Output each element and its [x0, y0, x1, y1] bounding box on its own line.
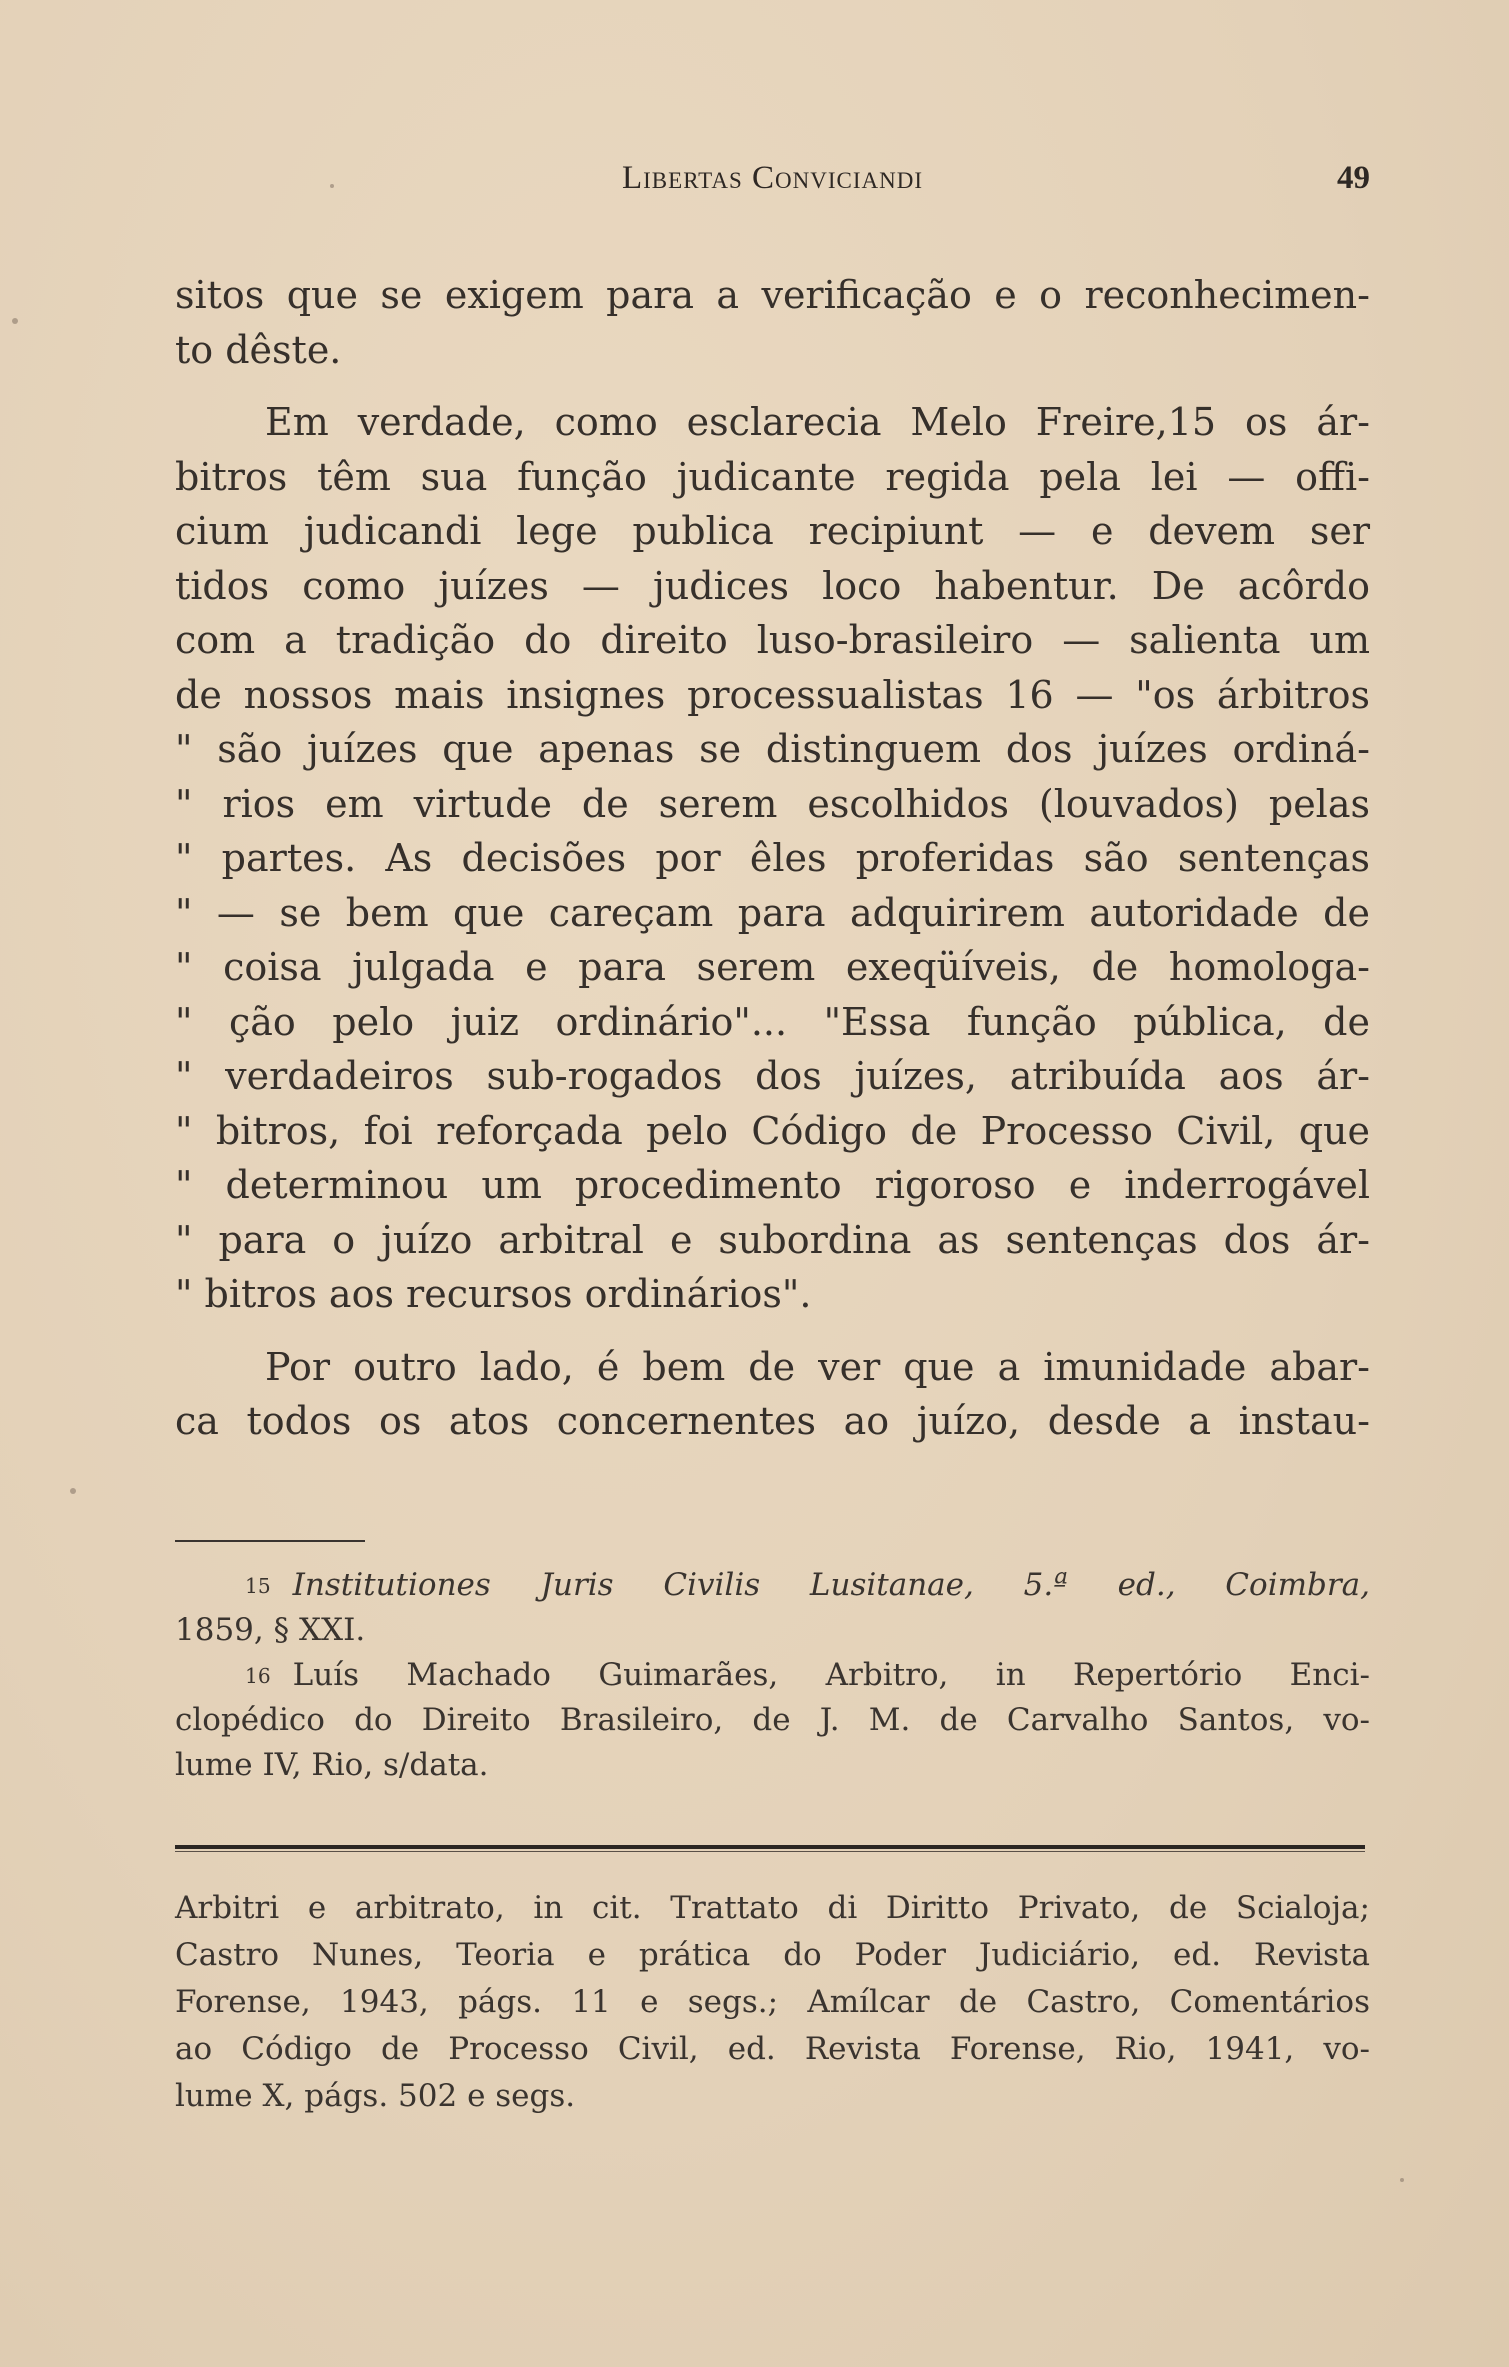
- appended-references: [175, 1885, 1370, 2120]
- footnote-separator: [175, 1540, 365, 1542]
- page-number: 49: [1337, 160, 1370, 196]
- text-line: " são juízes que apenas se distinguem dos juízes ordiná-: [175, 727, 1370, 771]
- footnote-15: [175, 1563, 1370, 1608]
- paper-speck: [330, 184, 334, 188]
- reference-line: Forense, 1943, págs. 11 e segs.; Amílcar de Castro, Comentários: [175, 1984, 1370, 2020]
- text-line: " determinou um procedimento rigoroso e inderrogável: [175, 1163, 1370, 1207]
- footnote-16-cont: lume IV, Rio, s/data.: [175, 1747, 489, 1783]
- text-line: " verdadeiros sub-rogados dos juízes, atribuída aos ár-: [175, 1054, 1370, 1098]
- text-line: " partes. As decisões por êles proferidas são sentenças: [175, 836, 1370, 880]
- text-line: cium judicandi lege publica recipiunt — e devem ser: [175, 509, 1370, 553]
- running-head: [175, 160, 1370, 210]
- footnotes: [175, 1563, 1370, 1788]
- text-line: " ção pelo juiz ordinário"... "Essa função pública, de: [175, 999, 1370, 1044]
- main-text: [175, 268, 1370, 1449]
- text-line: ca todos os atos concernentes ao juízo, desde a instau-: [175, 1399, 1370, 1443]
- reference-line: ao Código de Processo Civil, ed. Revista Forense, Rio, 1941, vo-: [175, 2031, 1370, 2067]
- text-line: to dêste.: [175, 327, 342, 372]
- footnote-15-text: Institutiones Juris Civilis Lusitanae, 5.ª ed., Coimbra,: [292, 1567, 1370, 1603]
- footnote-16-marker: 16: [245, 1664, 271, 1688]
- paper-speck: [70, 1488, 76, 1494]
- reference-line: Arbitri e arbitrato, in cit. Trattato di Diritto Privato, de Scialoja;: [175, 1890, 1370, 1926]
- text-line: " — se bem que careçam para adquirirem autoridade de: [175, 890, 1370, 935]
- footnote-16-cont: clopédico do Direito Brasileiro, de J. M. de Carvalho Santos, vo-: [175, 1702, 1370, 1738]
- text-line: Por outro lado, é bem de ver que a imunidade abar-: [265, 1344, 1370, 1389]
- text-line: " para o juízo arbitral e subordina as sentenças dos ár-: [175, 1217, 1370, 1262]
- text-line: com a tradição do direito luso-brasileiro — salienta um: [175, 618, 1370, 662]
- footnote-15-cont: 1859, § XXI.: [175, 1612, 366, 1648]
- text-line: tidos como juízes — judices loco habentur. De acôrdo: [175, 563, 1370, 608]
- reference-line: lume X, págs. 502 e segs.: [175, 2078, 576, 2114]
- text-line: " bitros aos recursos ordinários".: [175, 1272, 812, 1316]
- running-title: Libertas Conviciandi: [621, 160, 923, 196]
- text-line: " rios em virtude de serem escolhidos (louvados) pelas: [175, 781, 1370, 826]
- text-line: de nossos mais insignes processualistas 16 — "os árbitros: [175, 672, 1370, 717]
- reference-line: Castro Nunes, Teoria e prática do Poder Judiciário, ed. Revista: [175, 1937, 1370, 1973]
- text-line: sitos que se exigem para a verificação e o reconhecimen-: [175, 273, 1370, 317]
- text-line: Em verdade, como esclarecia Melo Freire,15 os ár-: [265, 400, 1370, 444]
- text-line: " coisa julgada e para serem exeqüíveis, de homologa-: [175, 945, 1370, 989]
- footnote-16: [175, 1653, 1370, 1698]
- paper-speck: [12, 318, 18, 324]
- text-line: bitros têm sua função judicante regida pela lei — offi-: [175, 454, 1370, 499]
- section-divider: [175, 1845, 1365, 1849]
- footnote-16-text: Luís Machado Guimarães, Arbitro, in Repertório Enci-: [292, 1657, 1370, 1693]
- text-line: " bitros, foi reforçada pelo Código de Processo Civil, que: [175, 1108, 1370, 1153]
- section-divider-thin: [175, 1851, 1365, 1852]
- paper-speck: [1400, 2178, 1404, 2182]
- footnote-15-marker: 15: [245, 1574, 271, 1598]
